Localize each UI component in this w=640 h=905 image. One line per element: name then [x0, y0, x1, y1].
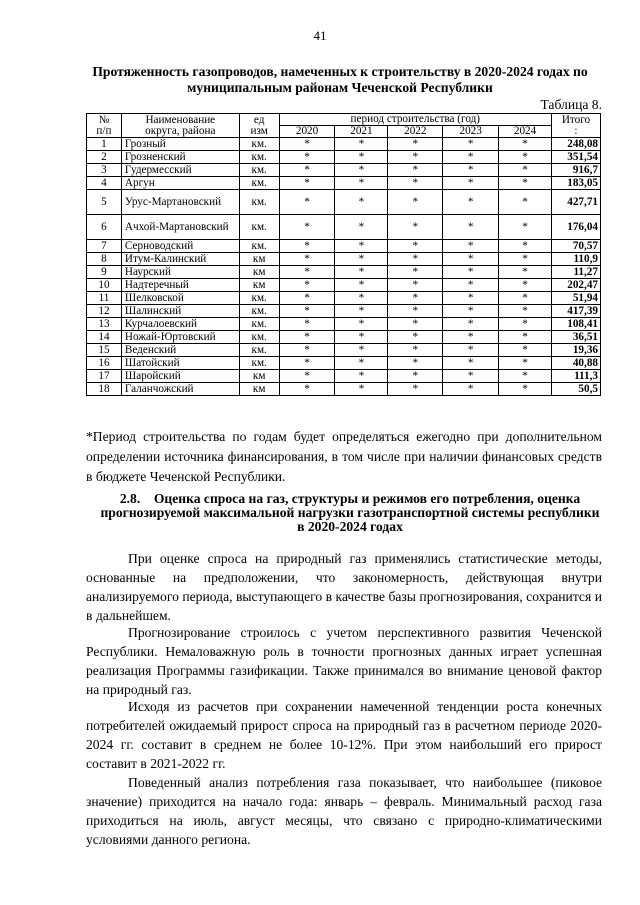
row-total: 40,88: [551, 357, 600, 370]
row-unit: км: [239, 253, 279, 266]
row-year-mark: *: [279, 190, 335, 215]
row-total: 108,41: [551, 318, 600, 331]
header-year: 2020: [279, 126, 335, 138]
row-number: 18: [87, 383, 122, 396]
row-year-mark: *: [499, 292, 552, 305]
row-unit: км: [239, 279, 279, 292]
header-period: период строительства (год): [279, 114, 551, 126]
row-total: 50,5: [551, 383, 600, 396]
row-year-mark: *: [388, 383, 443, 396]
table-row: [87, 151, 601, 164]
table-label: Таблица 8.: [540, 97, 602, 112]
footnote: *Период строительства по годам будет определяться ежегодно при дополнительном определении источника финансирования, в том числе при наличии финансовых средств в бюджете Чеченской Республики.: [86, 429, 602, 484]
row-year-mark: *: [388, 164, 443, 177]
row-year-mark: *: [388, 240, 443, 253]
row-year-mark: *: [388, 266, 443, 279]
row-year-mark: *: [443, 151, 499, 164]
table-row: [87, 164, 601, 177]
table-row: [87, 357, 601, 370]
row-year-mark: *: [335, 266, 388, 279]
row-year-mark: *: [499, 318, 552, 331]
header-year: 2022: [388, 126, 443, 138]
row-year-mark: *: [499, 357, 552, 370]
row-year-mark: *: [499, 177, 552, 190]
row-district: Урус-Мартановский: [121, 190, 239, 215]
row-total: 417,39: [551, 305, 600, 318]
header-name: [121, 114, 239, 138]
row-year-mark: *: [335, 240, 388, 253]
row-year-mark: *: [388, 190, 443, 215]
row-year-mark: *: [388, 215, 443, 240]
row-year-mark: *: [443, 370, 499, 383]
row-district: Шатойский: [121, 357, 239, 370]
row-year-mark: *: [335, 318, 388, 331]
row-unit: км.: [239, 215, 279, 240]
row-year-mark: *: [279, 370, 335, 383]
row-total: 51,94: [551, 292, 600, 305]
header-name-line1: Наименование: [145, 113, 216, 126]
row-number: 11: [87, 292, 122, 305]
row-district: Серноводский: [121, 240, 239, 253]
row-unit: км.: [239, 164, 279, 177]
row-number: 8: [87, 253, 122, 266]
row-district: Грозный: [121, 138, 239, 151]
row-year-mark: *: [279, 344, 335, 357]
row-total: 183,05: [551, 177, 600, 190]
row-year-mark: *: [335, 177, 388, 190]
row-number: 7: [87, 240, 122, 253]
row-year-mark: *: [335, 370, 388, 383]
row-year-mark: *: [335, 215, 388, 240]
row-district: Шаройский: [121, 370, 239, 383]
row-year-mark: *: [279, 266, 335, 279]
table-row: [87, 292, 601, 305]
row-year-mark: *: [443, 240, 499, 253]
row-total: 916,7: [551, 164, 600, 177]
row-year-mark: *: [443, 344, 499, 357]
row-year-mark: *: [279, 253, 335, 266]
row-total: 110,9: [551, 253, 600, 266]
row-year-mark: *: [388, 253, 443, 266]
row-number: 12: [87, 305, 122, 318]
row-year-mark: *: [443, 279, 499, 292]
paragraph: При оценке спроса на природный газ применялись статистические методы, основанные на предположении, что закономерность, действующая внутри анализируемого периода, выступающего в качестве базы прогнозирования, сохранится и в дальнейшем.: [86, 551, 602, 623]
paragraph: Исходя из расчетов при сохранении намеченной тенденции роста конечных потребителей ожидаемый прирост спроса на природный газ в расчетном периоде 2020-2024 гг. составит в среднем не более 10-12%. При этом наибольший его прирост составит в 2021-2022 гг.: [86, 699, 602, 771]
header-unit-line2: изм: [250, 124, 268, 137]
row-total: 202,47: [551, 279, 600, 292]
row-district: Наурский: [121, 266, 239, 279]
row-unit: км: [239, 383, 279, 396]
row-year-mark: *: [279, 331, 335, 344]
paragraph: Прогнозирование строилось с учетом перспективного развития Чеченской Республики. Немаловажную роль в точности прогнозных данных играет успешная реализация Программы газификации. Также принимался во внимание ценовой фактор на природный газ.: [86, 625, 602, 697]
row-total: 427,71: [551, 190, 600, 215]
section-title: Оценка спроса на газ, структуры и режимов его потребления, оценка прогнозируемой максимальной нагрузки газотранспортной системы республики в 2020-2024 годах: [100, 491, 600, 534]
row-year-mark: *: [443, 253, 499, 266]
row-total: 19,36: [551, 344, 600, 357]
row-number: 3: [87, 164, 122, 177]
row-year-mark: *: [279, 292, 335, 305]
row-year-mark: *: [388, 151, 443, 164]
row-unit: км.: [239, 138, 279, 151]
section-number: 2.8.: [119, 491, 141, 506]
row-number: 5: [87, 190, 122, 215]
header-name-line2: округа, района: [145, 124, 216, 137]
row-total: 248,08: [551, 138, 600, 151]
row-district: Надтеречный: [121, 279, 239, 292]
row-year-mark: *: [335, 253, 388, 266]
row-unit: км: [239, 266, 279, 279]
row-year-mark: *: [443, 164, 499, 177]
row-number: 16: [87, 357, 122, 370]
row-number: 6: [87, 215, 122, 240]
row-district: Гудермесский: [121, 164, 239, 177]
row-year-mark: *: [335, 331, 388, 344]
row-year-mark: *: [443, 383, 499, 396]
row-year-mark: *: [388, 344, 443, 357]
row-year-mark: *: [388, 279, 443, 292]
row-number: 17: [87, 370, 122, 383]
row-year-mark: *: [335, 357, 388, 370]
header-num-line2: п/п: [96, 124, 112, 137]
row-year-mark: *: [499, 344, 552, 357]
page-number: 41: [313, 28, 327, 43]
row-year-mark: *: [335, 383, 388, 396]
row-year-mark: *: [499, 138, 552, 151]
row-unit: км.: [239, 331, 279, 344]
row-year-mark: *: [443, 331, 499, 344]
header-row: [87, 114, 601, 126]
header-year: 2024: [499, 126, 552, 138]
row-year-mark: *: [443, 215, 499, 240]
section-heading: [100, 492, 600, 534]
header-year: 2021: [335, 126, 388, 138]
row-year-mark: *: [279, 383, 335, 396]
row-year-mark: *: [388, 370, 443, 383]
row-unit: км.: [239, 357, 279, 370]
row-year-mark: *: [443, 190, 499, 215]
row-district: Курчалоевский: [121, 318, 239, 331]
row-year-mark: *: [388, 357, 443, 370]
table-row: [87, 305, 601, 318]
table-row: [87, 177, 601, 190]
row-year-mark: *: [443, 177, 499, 190]
table-row: [87, 253, 601, 266]
row-year-mark: *: [279, 318, 335, 331]
row-year-mark: *: [388, 318, 443, 331]
row-unit: км.: [239, 177, 279, 190]
row-year-mark: *: [279, 164, 335, 177]
row-year-mark: *: [279, 151, 335, 164]
row-year-mark: *: [499, 305, 552, 318]
row-total: 70,57: [551, 240, 600, 253]
row-year-mark: *: [335, 151, 388, 164]
row-year-mark: *: [335, 279, 388, 292]
table-row: [87, 190, 601, 215]
header-num: [87, 114, 122, 138]
row-year-mark: *: [499, 240, 552, 253]
row-number: 1: [87, 138, 122, 151]
row-unit: км.: [239, 190, 279, 215]
row-year-mark: *: [443, 292, 499, 305]
row-unit: км.: [239, 151, 279, 164]
table-row: [87, 370, 601, 383]
row-district: Веденский: [121, 344, 239, 357]
row-district: Шалинский: [121, 305, 239, 318]
table-row: [87, 279, 601, 292]
table-row: [87, 266, 601, 279]
header-num-line1: №: [98, 113, 110, 126]
header-total: [551, 114, 600, 138]
row-year-mark: *: [279, 357, 335, 370]
row-year-mark: *: [499, 266, 552, 279]
row-district: Ачхой-Мартановский: [121, 215, 239, 240]
row-year-mark: *: [335, 292, 388, 305]
pipeline-table: [86, 113, 601, 396]
row-unit: км.: [239, 305, 279, 318]
row-year-mark: *: [335, 190, 388, 215]
row-unit: км.: [239, 240, 279, 253]
row-unit: км.: [239, 292, 279, 305]
row-year-mark: *: [443, 266, 499, 279]
row-year-mark: *: [499, 164, 552, 177]
row-year-mark: *: [388, 292, 443, 305]
row-total: 11,27: [551, 266, 600, 279]
row-year-mark: *: [499, 370, 552, 383]
row-year-mark: *: [499, 279, 552, 292]
row-district: Шелковской: [121, 292, 239, 305]
row-year-mark: *: [279, 215, 335, 240]
row-number: 9: [87, 266, 122, 279]
row-year-mark: *: [499, 190, 552, 215]
row-year-mark: *: [499, 215, 552, 240]
row-year-mark: *: [335, 305, 388, 318]
row-year-mark: *: [443, 357, 499, 370]
row-year-mark: *: [443, 138, 499, 151]
row-year-mark: *: [388, 177, 443, 190]
row-unit: км.: [239, 344, 279, 357]
row-year-mark: *: [388, 331, 443, 344]
row-year-mark: *: [279, 305, 335, 318]
row-year-mark: *: [499, 151, 552, 164]
table-row: [87, 318, 601, 331]
row-year-mark: *: [279, 240, 335, 253]
row-number: 10: [87, 279, 122, 292]
row-year-mark: *: [335, 138, 388, 151]
row-number: 4: [87, 177, 122, 190]
header-unit-line1: ед: [253, 113, 265, 126]
row-number: 2: [87, 151, 122, 164]
table-row: [87, 383, 601, 396]
table-row: [87, 331, 601, 344]
table-row: [87, 344, 601, 357]
row-district: Аргун: [121, 177, 239, 190]
paragraph: Поведенный анализ потребления газа показывает, что наибольшее (пиковое значение) приходится на начало года: январь – февраль. Минимальный расход газа приходиться на июль, август месяцы, что связано с природно-климатическими условиями данного региона.: [86, 775, 602, 847]
row-district: Ножай-Юртовский: [121, 331, 239, 344]
row-year-mark: *: [335, 164, 388, 177]
table-row: [87, 138, 601, 151]
header-unit: [239, 114, 279, 138]
table-row: [87, 240, 601, 253]
row-year-mark: *: [279, 177, 335, 190]
row-year-mark: *: [388, 305, 443, 318]
row-year-mark: *: [499, 331, 552, 344]
row-year-mark: *: [279, 279, 335, 292]
table-row: [87, 215, 601, 240]
row-district: Грозненский: [121, 151, 239, 164]
row-unit: км: [239, 370, 279, 383]
row-number: 14: [87, 331, 122, 344]
row-total: 176,04: [551, 215, 600, 240]
row-district: Итум-Калинский: [121, 253, 239, 266]
header-total-line1: Итого: [561, 113, 591, 126]
row-year-mark: *: [443, 318, 499, 331]
row-year-mark: *: [499, 383, 552, 396]
row-year-mark: *: [499, 253, 552, 266]
row-total: 111,3: [551, 370, 600, 383]
header-year: 2023: [443, 126, 499, 138]
row-total: 351,54: [551, 151, 600, 164]
row-total: 36,51: [551, 331, 600, 344]
row-district: Галанчожский: [121, 383, 239, 396]
row-year-mark: *: [335, 344, 388, 357]
header-total-line2: :: [574, 124, 578, 137]
row-year-mark: *: [443, 305, 499, 318]
row-year-mark: *: [279, 138, 335, 151]
row-number: 15: [87, 344, 122, 357]
row-number: 13: [87, 318, 122, 331]
table-title: Протяженность газопроводов, намеченных к строительству в 2020-2024 годах по муниципальным районам Чеченской Республики: [92, 64, 588, 95]
row-unit: км.: [239, 318, 279, 331]
row-year-mark: *: [388, 138, 443, 151]
